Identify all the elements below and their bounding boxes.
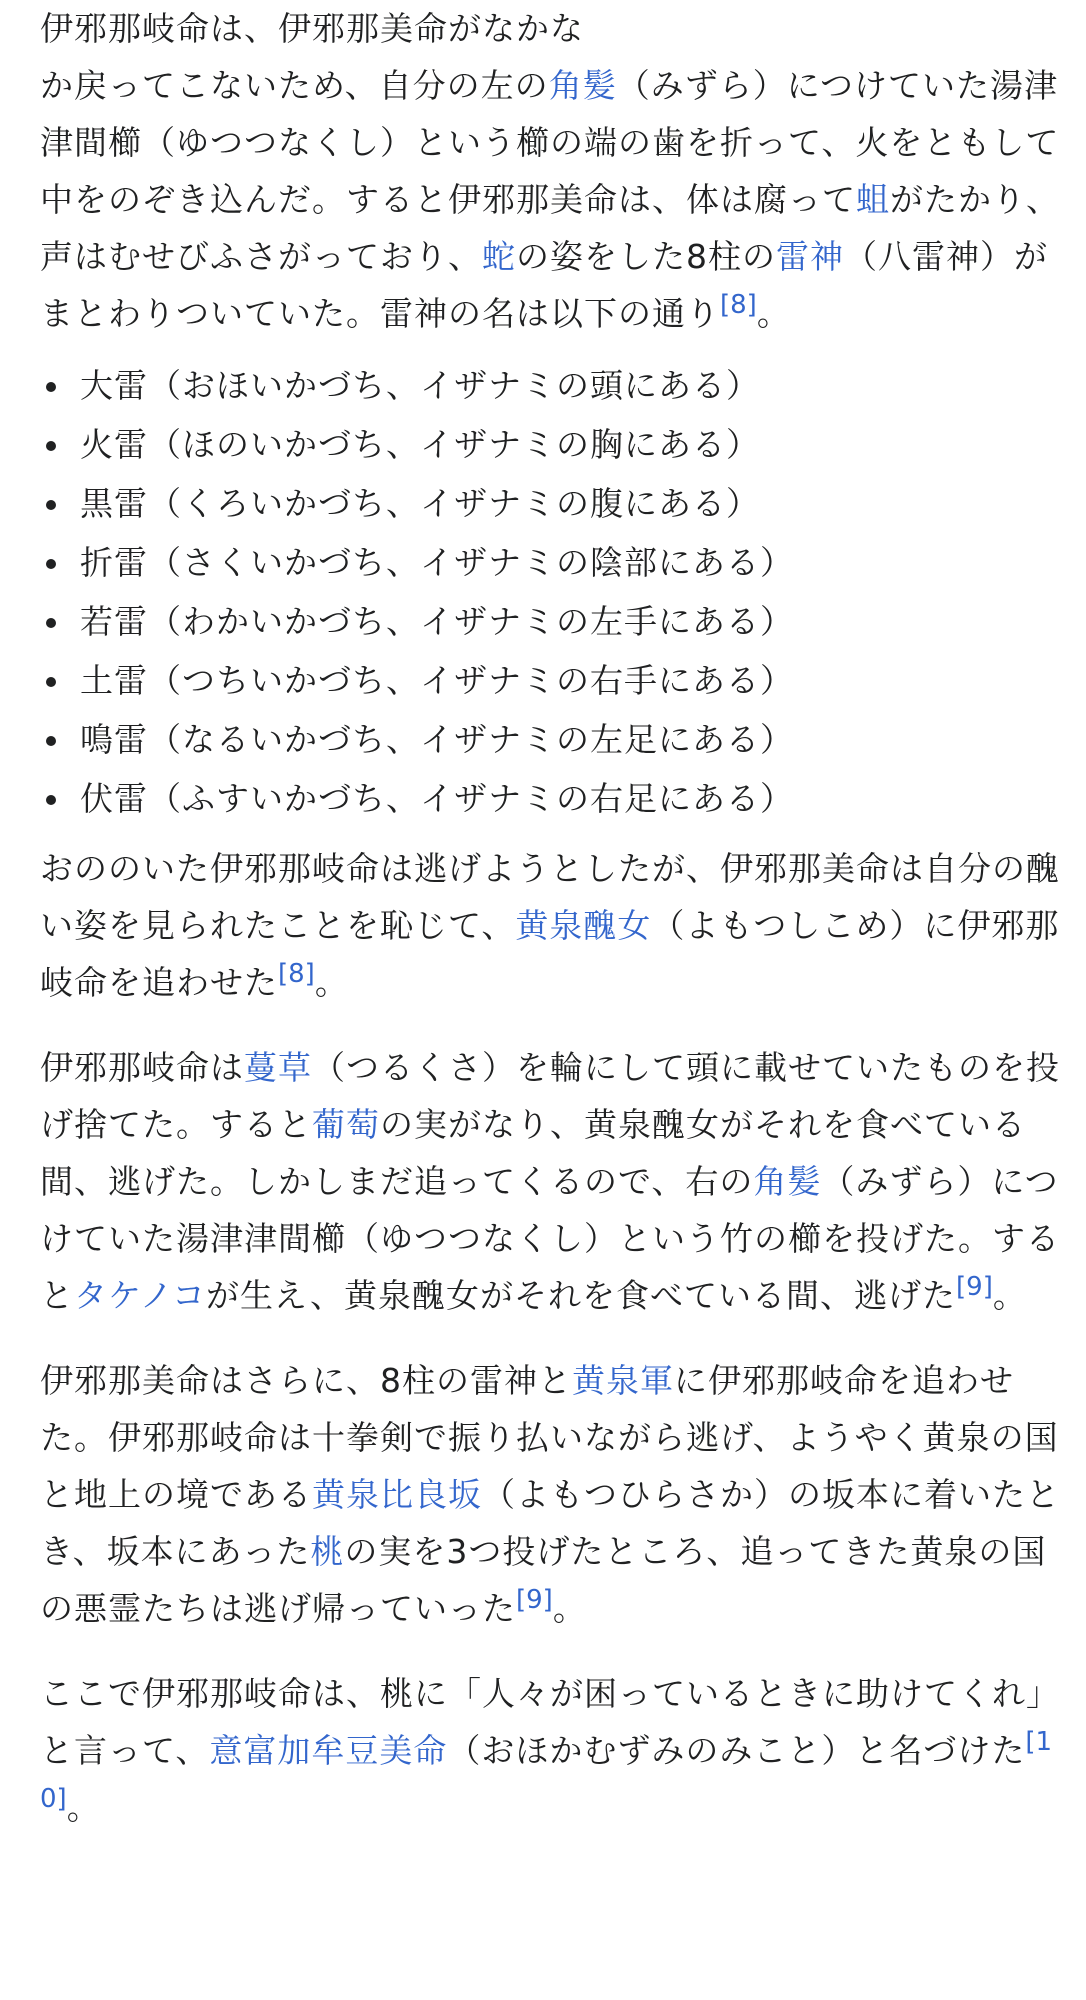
link-mizura[interactable]: 角髪 [548,66,617,105]
bullet-icon [46,559,56,569]
link-momo[interactable]: 桃 [310,1532,345,1571]
reference-8 [720,290,757,320]
paragraph-text: 。 [552,1589,587,1628]
reference-9 [956,1272,993,1302]
list-item [40,533,1066,592]
link-uji[interactable]: 蛆 [856,180,890,219]
paragraph-text: が生え、黄泉醜女がそれを食べている間、逃げた [206,1276,957,1315]
reference-link[interactable]: [10] [40,1727,1053,1814]
list-item-text: 土雷（つちいかづち、イザナミの右手にある） [80,661,794,700]
link-yomigun[interactable]: 黄泉軍 [572,1361,674,1400]
list-item [40,710,1066,769]
list-item [40,592,1066,651]
paragraph-text: か戻ってこないため、自分の左の [40,66,549,105]
paragraph-text: （よもつひらさか）の坂本に着いたとき、坂本にあった [40,1475,1060,1571]
paragraph-text: 。 [314,963,349,1002]
paragraph-text: （みずら）につけていた湯津津間櫛（ゆつつなくし）という櫛の端の歯を折って、火をともして中をのぞき込んだ。すると伊邪那美命は、体は腐って [40,66,1060,219]
paragraph-text: （おほかむずみのみこと）と名づけた [447,1731,1026,1770]
list-item [40,356,1066,415]
bullet-icon [46,382,56,392]
list-item-text: 伏雷（ふすいかづち、イザナミの右足にある） [80,779,794,818]
link-budou[interactable]: 葡萄 [312,1105,380,1144]
paragraph-text: （八雷神）がまとわりついていた。雷神の名は以下の通り [40,237,1048,333]
link-takenoko[interactable]: タケノコ [74,1276,207,1315]
list-item-text: 火雷（ほのいかづち、イザナミの胸にある） [80,425,760,464]
reference-link[interactable]: [9] [956,1272,993,1302]
link-shikome[interactable]: 黄泉醜女 [515,906,652,945]
list-item-text: 大雷（おほいかづち、イザナミの頭にある） [80,366,760,405]
paragraph-text: （つるくさ）を輪にして頭に載せていたものを投げ捨てた。すると [40,1048,1060,1144]
paragraph-text: 伊邪那岐命は、伊邪那美命がなかな [40,9,584,48]
paragraph-text: 伊邪那美命はさらに、8柱の雷神と [40,1361,572,1400]
paragraph-text: （よもつしこめ）に伊邪那岐命を追わせた [40,906,1060,1002]
bullet-icon [46,795,56,805]
reference-link[interactable]: [8] [278,959,315,989]
paragraph-text: （みずら）につけていた湯津津間櫛（ゆつつなくし）という竹の櫛を投げた。すると [40,1162,1060,1315]
bullet-icon [46,677,56,687]
bullet-icon [46,441,56,451]
reference-9 [516,1585,553,1615]
link-hirasaka[interactable]: 黄泉比良坂 [312,1475,482,1514]
paragraph-text: 。 [756,294,791,333]
paragraph-naming-peach [40,1665,1066,1836]
paragraph-text: の実を3つ投げたところ、追ってきた黄泉の国の悪霊たちは逃げ帰っていった [40,1532,1047,1628]
bullet-icon [46,618,56,628]
link-ookamuzumi[interactable]: 意富加牟豆美命 [209,1731,448,1770]
paragraph-text: 。 [992,1276,1027,1315]
paragraph-visit-yomi [40,0,1066,342]
paragraph-text: 。 [66,1788,101,1827]
paragraph-text: の姿をした8柱の [516,237,776,276]
reference-8 [278,959,315,989]
list-item [40,769,1066,828]
paragraph-text: の実がなり、黄泉醜女がそれを食べている間、逃げた。しかしまだ追ってくるので、右の [40,1105,1026,1201]
bullet-icon [46,500,56,510]
link-mizura[interactable]: 角髪 [753,1162,822,1201]
list-item-text: 黒雷（くろいかづち、イザナミの腹にある） [80,484,760,523]
reference-link[interactable]: [8] [720,290,757,320]
paragraph-text: おののいた伊邪那岐命は逃げようとしたが、伊邪那美命は自分の醜い姿を見られたことを恥じて、 [40,849,1060,945]
list-item [40,474,1066,533]
link-tsurukusa[interactable]: 蔓草 [244,1048,312,1087]
list-item-text: 若雷（わかいかづち、イザナミの左手にある） [80,602,794,641]
list-item-text: 折雷（さくいかづち、イザナミの陰部にある） [80,543,794,582]
paragraph-text: ここで伊邪那岐命は、桃に「人々が困っているときに助けてくれ」と言って、 [40,1674,1060,1770]
raijin-list [40,356,1066,828]
list-item-text: 鳴雷（なるいかづち、イザナミの左足にある） [80,720,794,759]
list-item [40,415,1066,474]
bullet-icon [46,736,56,746]
paragraph-shikome [40,840,1066,1011]
list-item [40,651,1066,710]
paragraph-text: に伊邪那岐命を追わせた。伊邪那岐命は十拳剣で振り払いながら逃げ、ようやく黄泉の国と地上の境である [40,1361,1059,1514]
reference-link[interactable]: [9] [516,1585,553,1615]
link-raijin[interactable]: 雷神 [776,237,844,276]
paragraph-text: がたかり、声はむせびふさがっており、 [40,180,1060,276]
paragraph-yomotsu-hirasaka [40,1352,1066,1637]
paragraph-text: 伊邪那岐命は [40,1048,244,1087]
link-snake[interactable]: 蛇 [482,237,516,276]
paragraph-escape [40,1039,1066,1324]
